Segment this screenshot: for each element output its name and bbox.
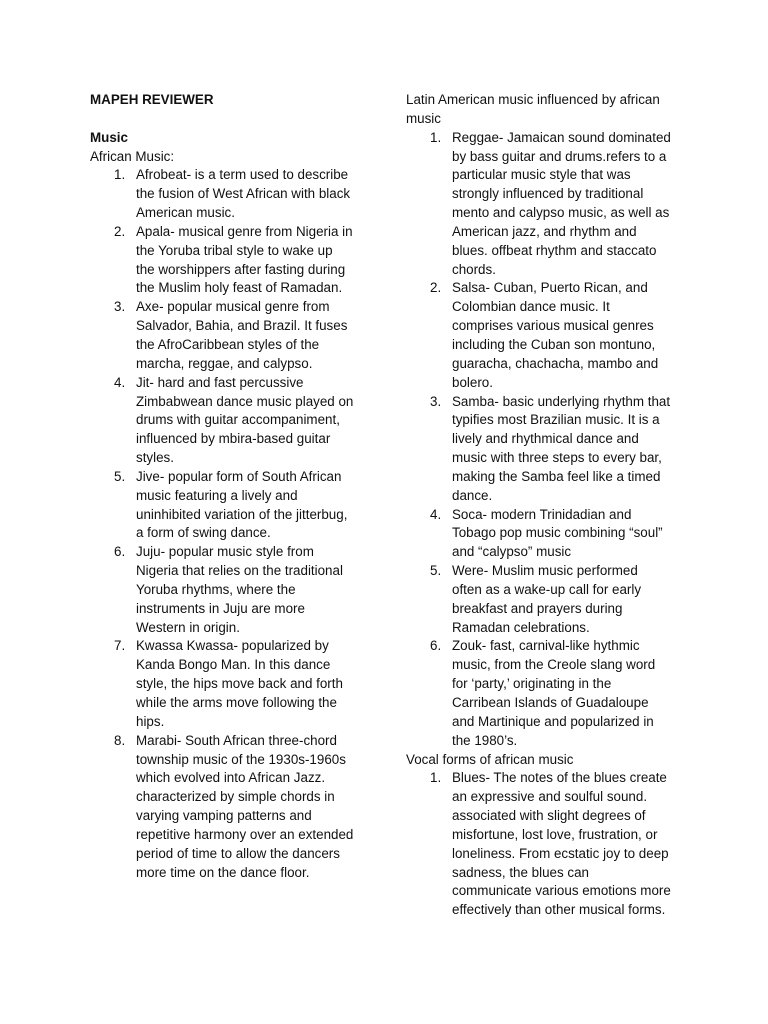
list-item [406,393,696,506]
list-item-line: making the Samba feel like a timed [452,468,661,484]
list-item-line: the Muslim holy feast of Ramadan. [136,280,343,296]
list-item-line: the worshippers after fasting during [136,261,346,277]
list-item-line: Salsa- Cuban, Puerto Rican, and [452,280,648,296]
list-item [406,562,696,637]
list-item-line: comprises various musical genres [452,318,654,334]
list-item-line: marcha, reggae, and calypso. [136,355,313,371]
list-item-line: uninhibited variation of the jitterbug, [136,506,348,522]
list-item-number: 4. [430,506,442,522]
list-item-number: 6. [114,544,126,560]
list-item [90,223,375,298]
list-item-line: the fusion of West African with black [136,186,351,202]
list-item-line: particular music style that was [452,167,631,183]
list-item-line: and “calypso” music [452,544,572,560]
list-item [90,637,375,731]
list-item-line: dance. [452,487,493,503]
list-item-line: effectively than other musical forms. [452,902,666,918]
list-item-line: Were- Muslim music performed [452,563,638,579]
heading-line: music [406,110,441,126]
vocal-forms-heading: Vocal forms of african music [406,751,574,767]
list-item [90,166,375,223]
list-item-line: communicate various emotions more [452,883,671,899]
list-item [90,732,375,883]
heading-line: Latin American music influenced by african [406,92,660,107]
list-item-number: 6. [430,638,442,654]
list-item-line: while the arms move following the [136,695,337,710]
section-heading-music: Music [90,129,128,145]
list-item-line: guaracha, chachacha, mambo and [452,355,659,371]
list-item [90,374,375,468]
list-item-number: 1. [430,770,442,786]
list-item-line: often as a wake-up call for early [452,581,642,597]
list-item-number: 5. [430,563,442,579]
list-item-line: strongly influenced by traditional [452,186,644,202]
left-column [90,91,375,882]
list-item [406,506,696,563]
list-item-number: 4. [114,374,126,390]
right-column [406,91,696,920]
list-item-line: repetitive harmony over an extended [136,826,354,842]
list-item-line: Nigeria that relies on the traditional [136,563,343,579]
list-item-line: which evolved into African Jazz. [136,770,326,786]
list-item-line: misfortune, lost love, frustration, or [452,826,658,842]
list-item-line: varying vamping patterns and [136,808,312,824]
list-item-line: the Yoruba tribal style to wake up [136,242,333,258]
list-item-line: typifies most Brazilian music. It is a [452,412,660,428]
list-item-line: American jazz, and rhythm and [452,223,637,239]
list-item-line: Jit- hard and fast percussive [136,374,304,390]
list-item-line: influenced by mbira-based guitar [136,431,331,447]
list-item-line: style, the hips move back and forth [136,676,343,692]
list-item-line: chords. [452,261,496,277]
list-item-line: Blues- The notes of the blues create [452,770,667,786]
latin-american-list [406,129,696,751]
list-item-line: Juju- popular music style from [136,544,314,560]
list-item-line: the 1980’s. [452,732,518,748]
list-item-number: 3. [430,393,442,409]
list-item-line: mento and calypso music, as well as [452,205,670,221]
list-item-line: Reggae- Jamaican sound dominated [452,129,671,145]
list-item-line: township music of the 1930s-1960s [136,751,346,767]
list-item-line: more time on the dance floor. [136,864,310,880]
list-item [90,298,375,373]
list-item-line: Kwassa Kwassa- popularized by [136,638,329,654]
list-item-line: Zouk- fast, carnival-like hythmic [452,638,640,654]
list-item-line: by bass guitar and drums.refers to a [452,148,667,164]
list-item-line: styles. [136,450,174,466]
list-item-line: Colombian dance music. It [452,299,610,315]
list-item-number: 1. [114,167,126,183]
list-item-line: Tobago pop music combining “soul” [452,525,663,541]
list-item-line: Jive- popular form of South African [136,468,342,484]
list-item-number: 1. [430,129,442,145]
list-item-line: music, from the Creole slang word [452,657,656,673]
list-item-number: 7. [114,638,126,654]
list-item-line: Axe- popular musical genre from [136,299,330,315]
list-item-line: Carribean Islands of Guadaloupe [452,695,649,710]
list-item-number: 5. [114,468,126,484]
list-item-line: Soca- modern Trinidadian and [452,506,632,522]
list-item-line: Western in origin. [136,619,240,635]
list-item-line: bolero. [452,374,493,390]
list-item-line: lively and rhythmical dance and [452,431,639,447]
list-item-line: the AfroCaribbean styles of the [136,336,320,352]
list-item-line: characterized by simple chords in [136,789,335,805]
list-item-line: sadness, the blues can [452,864,589,880]
list-item-line: loneliness. From ecstatic joy to deep [452,845,669,861]
list-item-line: hips. [136,713,165,729]
list-item-line: Ramadan celebrations. [452,619,590,635]
list-item-line: a form of swing dance. [136,525,271,541]
list-item [406,769,696,920]
list-item-line: music featuring a lively and [136,487,298,503]
list-item [90,468,375,543]
list-item-line: associated with slight degrees of [452,808,646,824]
list-item-line: for ‘party,’ originating in the [452,676,612,692]
list-item-number: 8. [114,732,126,748]
list-item-line: blues. offbeat rhythm and staccato [452,242,657,258]
list-item [90,543,375,637]
list-item-line: instruments in Juju are more [136,600,305,616]
list-item-line: Salvador, Bahia, and Brazil. It fuses [136,318,348,334]
list-item-line: Marabi- South African three-chord [136,732,337,748]
list-item-line: an expressive and soulful sound. [452,789,648,805]
list-item [406,637,696,750]
list-item-line: Zimbabwean dance music played on [136,393,354,409]
list-item-number: 2. [114,223,126,239]
latin-american-heading [406,91,696,129]
list-item-line: including the Cuban son montuno, [452,336,656,352]
african-music-heading: African Music: [90,148,175,164]
list-item-line: drums with guitar accompaniment, [136,412,340,428]
list-item-number: 3. [114,299,126,315]
list-item-line: Afrobeat- is a term used to describe [136,167,349,183]
list-item-line: American music. [136,205,235,221]
list-item [406,279,696,392]
list-item-line: period of time to allow the dancers [136,845,340,861]
list-item-line: music with three steps to every bar, [452,450,662,466]
list-item-number: 2. [430,280,442,296]
list-item-line: breakfast and prayers during [452,600,623,616]
list-item-line: Yoruba rhythms, where the [136,581,296,597]
list-item-line: Kanda Bongo Man. In this dance [136,657,331,673]
spacer [90,110,375,129]
list-item-line: and Martinique and popularized in [452,713,654,729]
african-music-list [90,166,375,882]
vocal-forms-list [406,769,696,920]
list-item [406,129,696,280]
list-item-line: Samba- basic underlying rhythm that [452,393,671,409]
document-title: MAPEH REVIEWER [90,92,214,107]
list-item-line: Apala- musical genre from Nigeria in [136,223,353,239]
